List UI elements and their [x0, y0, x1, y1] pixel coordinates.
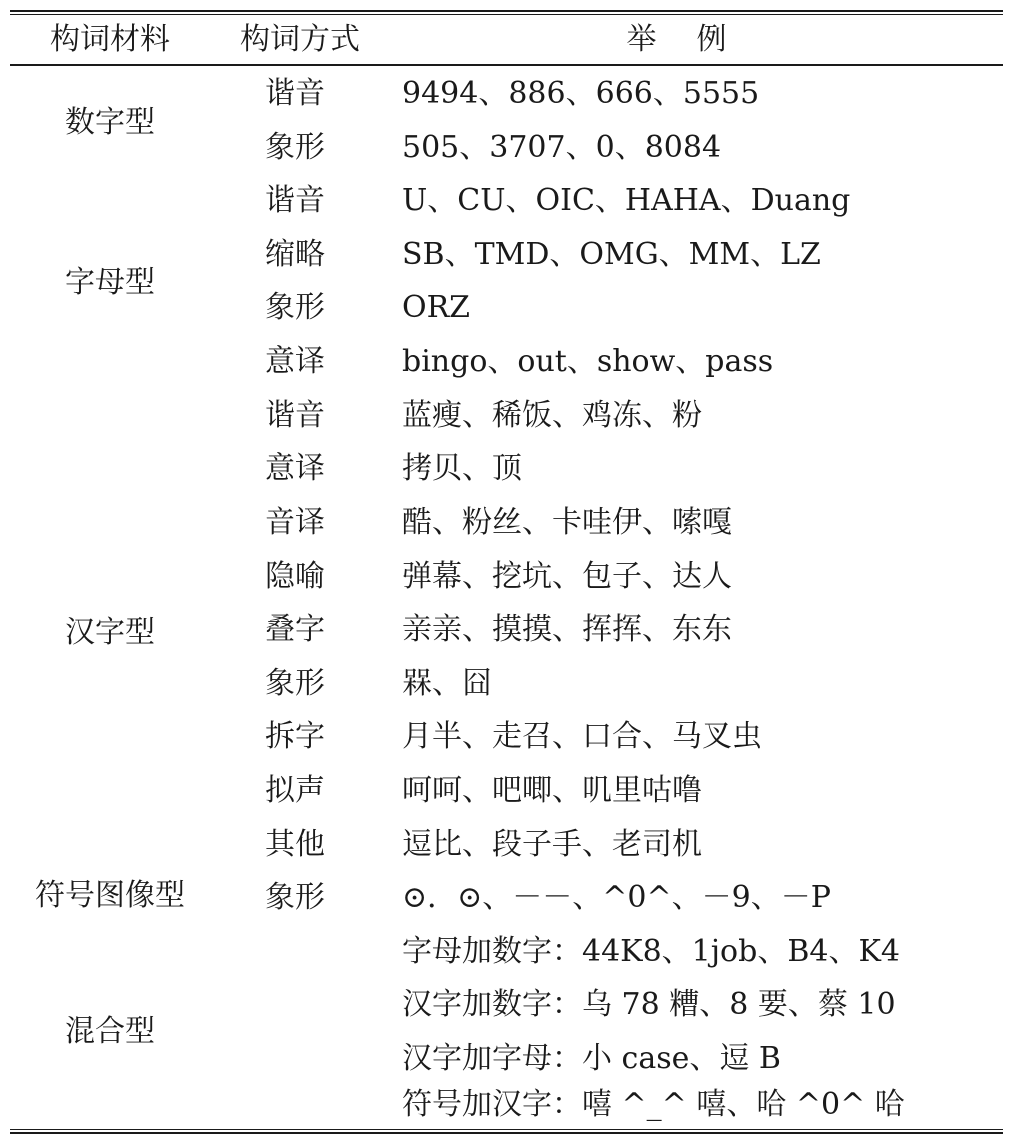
row-example: 槑、囧 [402, 666, 492, 701]
table-row [10, 818, 1003, 872]
row-example: 逗比、段子手、老司机 [402, 827, 702, 862]
row-method: 拟声 [265, 773, 325, 808]
row-method: 谐音 [265, 183, 325, 218]
row-example: 呵呵、吧唧、叽里咕噜 [402, 773, 702, 808]
table-row [10, 550, 1003, 604]
row-method: 意译 [265, 451, 325, 486]
row-example: U、CU、OIC、HAHA、Duang [402, 183, 851, 218]
row-method: 象形 [265, 666, 325, 701]
table-row [10, 603, 1003, 657]
table-bottom-inner-rule [10, 1129, 1003, 1130]
row-method: 缩略 [265, 237, 325, 272]
row-example: 字母加数字：44K8、1job、B4、K4 [402, 934, 900, 969]
row-example: 酷、粉丝、卡哇伊、嗦嘎 [402, 505, 732, 540]
table-row [10, 67, 1003, 121]
row-example: SB、TMD、OMG、MM、LZ [402, 237, 821, 272]
row-example: ⊙．⊙、－－、^0^、－9、－P [402, 880, 831, 915]
row-method: 音译 [265, 505, 325, 540]
table-row [10, 281, 1003, 335]
row-method: 谐音 [265, 398, 325, 433]
row-method: 象形 [265, 290, 325, 325]
row-method: 象形 [265, 130, 325, 165]
header-material: 构词材料 [50, 22, 170, 57]
row-example: 505、3707、0、8084 [402, 130, 722, 165]
row-example: 弹幕、挖坑、包子、达人 [402, 559, 732, 594]
row-method: 象形 [265, 880, 325, 915]
table-row [10, 442, 1003, 496]
table-row [10, 978, 1003, 1032]
row-example: 拷贝、顶 [402, 451, 522, 486]
row-method: 谐音 [265, 76, 325, 111]
group-label-numeric: 数字型 [65, 105, 155, 140]
row-example: 蓝瘦、稀饭、鸡冻、粉 [402, 398, 702, 433]
row-example: 月半、走召、口合、马叉虫 [402, 719, 762, 754]
table-row [10, 657, 1003, 711]
table-row [10, 335, 1003, 389]
row-example: ORZ [402, 290, 471, 325]
table-row [10, 174, 1003, 228]
row-method: 意译 [265, 344, 325, 379]
table-row [10, 925, 1003, 979]
header-rule [10, 64, 1003, 66]
table-bottom-rule [10, 1132, 1003, 1134]
group-label-letter: 字母型 [65, 265, 155, 300]
header-example: 举例 [626, 22, 767, 57]
table-top-inner-rule [10, 14, 1003, 15]
row-example: 符号加汉字：嘻 ^_^ 嘻、哈 ^0^ 哈 [402, 1087, 905, 1122]
table-row [10, 1078, 1003, 1132]
group-label-symbol: 符号图像型 [35, 878, 185, 913]
row-method: 其他 [265, 827, 325, 862]
row-method: 拆字 [265, 719, 325, 754]
table-row [10, 710, 1003, 764]
table-top-rule [10, 10, 1003, 12]
group-label-mixed: 混合型 [65, 1014, 155, 1049]
table-row [10, 389, 1003, 443]
row-example: 亲亲、摸摸、挥挥、东东 [402, 612, 732, 647]
table-row [10, 496, 1003, 550]
row-example: bingo、out、show、pass [402, 344, 774, 379]
row-example: 汉字加数字：乌 78 糟、8 要、蔡 10 [402, 987, 896, 1022]
word-formation-table [10, 10, 1003, 1135]
group-label-chinese: 汉字型 [65, 615, 155, 650]
table-row [10, 121, 1003, 175]
row-example: 汉字加字母：小 case、逗 B [402, 1041, 781, 1076]
table-row [10, 228, 1003, 282]
header-method: 构词方式 [240, 22, 360, 57]
row-example: 9494、886、666、5555 [402, 76, 760, 111]
row-method: 隐喻 [265, 559, 325, 594]
table-row [10, 871, 1003, 925]
row-method: 叠字 [265, 612, 325, 647]
table-row [10, 764, 1003, 818]
